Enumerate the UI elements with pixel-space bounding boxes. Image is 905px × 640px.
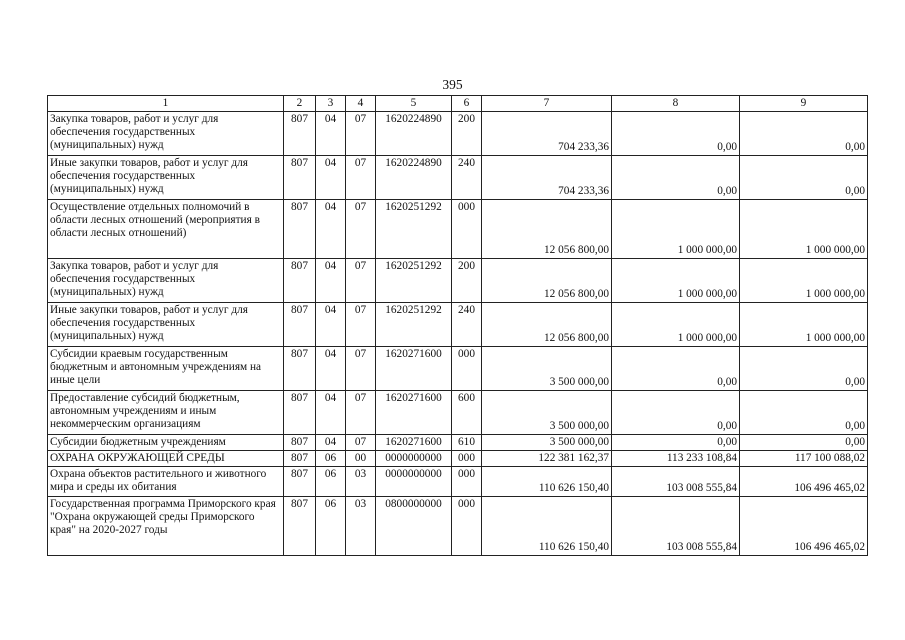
section-code-cell: 04 — [316, 435, 346, 451]
section-code-cell: 06 — [316, 497, 346, 556]
amount-col8-cell: 0,00 — [612, 347, 740, 391]
gov-code-cell: 807 — [284, 156, 316, 200]
table-row — [48, 112, 868, 156]
page-number: 395 — [442, 77, 463, 92]
gov-code-cell: 807 — [284, 435, 316, 451]
amount-col8-cell: 113 233 108,84 — [612, 451, 740, 467]
row-name-cell: Предоставление субсидий бюджетным, автономным учреждениям и иным некоммерческим организациям — [48, 391, 284, 435]
expense-type-cell: 200 — [452, 112, 482, 156]
table-body — [48, 96, 868, 556]
target-article-cell: 1620224890 — [376, 112, 452, 156]
amount-col9-cell: 0,00 — [740, 391, 868, 435]
amount-col9-cell: 1 000 000,00 — [740, 303, 868, 347]
expense-type-cell: 000 — [452, 451, 482, 467]
table-row — [48, 451, 868, 467]
section-code-cell: 04 — [316, 391, 346, 435]
row-name-cell: Субсидии бюджетным учреждениям — [48, 435, 284, 451]
subsection-code-cell: 07 — [346, 391, 376, 435]
expense-type-cell: 000 — [452, 467, 482, 497]
amount-col7-cell: 122 381 162,37 — [482, 451, 612, 467]
amount-col9-cell: 0,00 — [740, 435, 868, 451]
table-row — [48, 200, 868, 259]
header-cell: 3 — [316, 96, 346, 112]
expense-type-cell: 200 — [452, 259, 482, 303]
gov-code-cell: 807 — [284, 467, 316, 497]
table-row — [48, 497, 868, 556]
table-row — [48, 156, 868, 200]
amount-col8-cell: 1 000 000,00 — [612, 200, 740, 259]
subsection-code-cell: 03 — [346, 467, 376, 497]
row-name-cell: Закупка товаров, работ и услуг для обеспечения государственных (муниципальных) нужд — [48, 259, 284, 303]
subsection-code-cell: 07 — [346, 259, 376, 303]
subsection-code-cell: 07 — [346, 200, 376, 259]
table-header-row — [48, 96, 868, 112]
amount-col8-cell: 0,00 — [612, 435, 740, 451]
amount-col7-cell: 110 626 150,40 — [482, 497, 612, 556]
amount-col9-cell: 0,00 — [740, 347, 868, 391]
amount-col9-cell: 0,00 — [740, 112, 868, 156]
row-name-cell: Иные закупки товаров, работ и услуг для обеспечения государственных (муниципальных) нужд — [48, 156, 284, 200]
gov-code-cell: 807 — [284, 259, 316, 303]
header-cell: 6 — [452, 96, 482, 112]
section-code-cell: 04 — [316, 347, 346, 391]
table-row — [48, 347, 868, 391]
expense-type-cell: 000 — [452, 200, 482, 259]
row-name-cell: Охрана объектов растительного и животного мира и среды их обитания — [48, 467, 284, 497]
amount-col8-cell: 103 008 555,84 — [612, 497, 740, 556]
table-row — [48, 303, 868, 347]
subsection-code-cell: 00 — [346, 451, 376, 467]
amount-col7-cell: 12 056 800,00 — [482, 259, 612, 303]
amount-col9-cell: 106 496 465,02 — [740, 467, 868, 497]
amount-col8-cell: 0,00 — [612, 391, 740, 435]
row-name-cell: Осуществление отдельных полномочий в области лесных отношений (мероприятия в области лесных отношений) — [48, 200, 284, 259]
expense-type-cell: 000 — [452, 497, 482, 556]
amount-col7-cell: 3 500 000,00 — [482, 391, 612, 435]
target-article-cell: 1620224890 — [376, 156, 452, 200]
section-code-cell: 04 — [316, 156, 346, 200]
gov-code-cell: 807 — [284, 200, 316, 259]
header-cell: 4 — [346, 96, 376, 112]
expense-type-cell: 240 — [452, 156, 482, 200]
target-article-cell: 0000000000 — [376, 467, 452, 497]
header-cell: 9 — [740, 96, 868, 112]
expense-type-cell: 000 — [452, 347, 482, 391]
row-name-cell: Закупка товаров, работ и услуг для обеспечения государственных (муниципальных) нужд — [48, 112, 284, 156]
target-article-cell: 1620271600 — [376, 391, 452, 435]
amount-col8-cell: 1 000 000,00 — [612, 259, 740, 303]
amount-col7-cell: 3 500 000,00 — [482, 347, 612, 391]
target-article-cell: 1620271600 — [376, 347, 452, 391]
subsection-code-cell: 07 — [346, 303, 376, 347]
subsection-code-cell: 07 — [346, 112, 376, 156]
amount-col8-cell: 103 008 555,84 — [612, 467, 740, 497]
gov-code-cell: 807 — [284, 347, 316, 391]
expense-type-cell: 610 — [452, 435, 482, 451]
amount-col9-cell: 1 000 000,00 — [740, 259, 868, 303]
amount-col9-cell: 106 496 465,02 — [740, 497, 868, 556]
gov-code-cell: 807 — [284, 497, 316, 556]
amount-col7-cell: 110 626 150,40 — [482, 467, 612, 497]
row-name-cell: Субсидии краевым государственным бюджетным и автономным учреждениям на иные цели — [48, 347, 284, 391]
expense-type-cell: 240 — [452, 303, 482, 347]
gov-code-cell: 807 — [284, 303, 316, 347]
section-code-cell: 06 — [316, 451, 346, 467]
amount-col7-cell: 704 233,36 — [482, 156, 612, 200]
amount-col7-cell: 12 056 800,00 — [482, 200, 612, 259]
table-row — [48, 259, 868, 303]
amount-col8-cell: 0,00 — [612, 156, 740, 200]
section-code-cell: 06 — [316, 467, 346, 497]
target-article-cell: 1620251292 — [376, 303, 452, 347]
row-name-cell: Иные закупки товаров, работ и услуг для обеспечения государственных (муниципальных) нужд — [48, 303, 284, 347]
table-row — [48, 467, 868, 497]
target-article-cell: 1620271600 — [376, 435, 452, 451]
section-code-cell: 04 — [316, 200, 346, 259]
target-article-cell: 1620251292 — [376, 259, 452, 303]
amount-col8-cell: 0,00 — [612, 112, 740, 156]
subsection-code-cell: 07 — [346, 347, 376, 391]
target-article-cell: 0800000000 — [376, 497, 452, 556]
table-row — [48, 435, 868, 451]
gov-code-cell: 807 — [284, 391, 316, 435]
gov-code-cell: 807 — [284, 451, 316, 467]
target-article-cell: 0000000000 — [376, 451, 452, 467]
subsection-code-cell: 03 — [346, 497, 376, 556]
table-row — [48, 391, 868, 435]
header-cell: 2 — [284, 96, 316, 112]
header-cell: 1 — [48, 96, 284, 112]
amount-col8-cell: 1 000 000,00 — [612, 303, 740, 347]
amount-col9-cell: 1 000 000,00 — [740, 200, 868, 259]
budget-table — [47, 95, 868, 556]
row-name-cell: ОХРАНА ОКРУЖАЮЩЕЙ СРЕДЫ — [48, 451, 284, 467]
amount-col9-cell: 0,00 — [740, 156, 868, 200]
subsection-code-cell: 07 — [346, 156, 376, 200]
subsection-code-cell: 07 — [346, 435, 376, 451]
section-code-cell: 04 — [316, 112, 346, 156]
target-article-cell: 1620251292 — [376, 200, 452, 259]
expense-type-cell: 600 — [452, 391, 482, 435]
header-cell: 5 — [376, 96, 452, 112]
gov-code-cell: 807 — [284, 112, 316, 156]
amount-col7-cell: 12 056 800,00 — [482, 303, 612, 347]
amount-col7-cell: 3 500 000,00 — [482, 435, 612, 451]
amount-col7-cell: 704 233,36 — [482, 112, 612, 156]
amount-col9-cell: 117 100 088,02 — [740, 451, 868, 467]
row-name-cell: Государственная программа Приморского края "Охрана окружающей среды Приморского края" на 2020-2027 годы — [48, 497, 284, 556]
section-code-cell: 04 — [316, 303, 346, 347]
header-cell: 8 — [612, 96, 740, 112]
section-code-cell: 04 — [316, 259, 346, 303]
header-cell: 7 — [482, 96, 612, 112]
